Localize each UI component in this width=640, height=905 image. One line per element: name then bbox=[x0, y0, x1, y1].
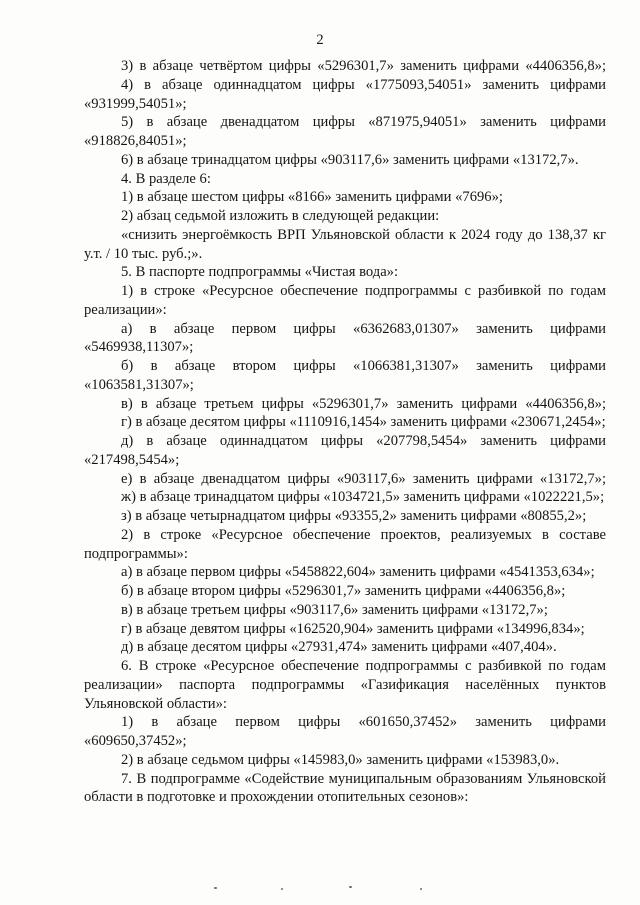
scan-speck bbox=[281, 888, 283, 890]
paragraph: а) в абзаце первом цифры «6362683,01307» заменить цифрами «5469938,11307»; bbox=[84, 320, 606, 356]
paragraph: в) в абзаце третьем цифры «903117,6» заменить цифрами «13172,7»; bbox=[121, 601, 548, 618]
quoted-paragraph: «снизить энергоёмкость ВРП Ульяновской области к 2024 году до 138,37 кг у.т. / 10 тыс. руб.;». bbox=[84, 226, 606, 262]
paragraph: 3) в абзаце четвёртом цифры «5296301,7» заменить цифрами «4406356,8»; bbox=[121, 58, 606, 74]
scan-speck bbox=[214, 887, 217, 889]
paragraph: 1) в строке «Ресурсное обеспечение подпрограммы с разбивкой по годам реализации»: bbox=[84, 283, 606, 318]
section-heading: 6. В строке «Ресурсное обеспечение подпрограммы с разбивкой по годам реализации» паспорта подпрограммы «Газификация населённых пунктов Ульяновской области»: bbox=[84, 658, 606, 712]
paragraph: 6) в абзаце тринадцатом цифры «903117,6» заменить цифрами «13172,7». bbox=[121, 151, 579, 168]
paragraph: а) в абзаце первом цифры «5458822,604» заменить цифрами «4541353,634»; bbox=[121, 564, 595, 581]
paragraph: б) в абзаце втором цифры «5296301,7» заменить цифрами «4406356,8»; bbox=[121, 583, 566, 599]
paragraph: 1) в абзаце шестом цифры «8166» заменить цифрами «7696»; bbox=[121, 189, 503, 206]
scan-speck bbox=[349, 886, 352, 888]
paragraph: д) в абзаце десятом цифры «27931,474» заменить цифрами «407,404». bbox=[121, 639, 557, 656]
paragraph: 2) в абзаце седьмом цифры «145983,0» заменить цифрами «153983,0». bbox=[121, 751, 560, 768]
paragraph: 2) абзац седьмой изложить в следующей редакции: bbox=[121, 208, 440, 224]
paragraph: д) в абзаце одиннадцатом цифры «207798,5454» заменить цифрами «217498,5454»; bbox=[84, 433, 606, 468]
paragraph: г) в абзаце девятом цифры «162520,904» заменить цифрами «134996,834»; bbox=[121, 620, 585, 637]
paragraph: з) в абзаце четырнадцатом цифры «93355,2» заменить цифрами «80855,2»; bbox=[121, 508, 587, 524]
paragraph: 4) в абзаце одиннадцатом цифры «1775093,54051» заменить цифрами «931999,54051»; bbox=[84, 76, 606, 112]
paragraph: в) в абзаце третьем цифры «5296301,7» заменить цифрами «4406356,8»; bbox=[121, 395, 606, 412]
paragraph: 1) в абзаце первом цифры «601650,37452» заменить цифрами «609650,37452»; bbox=[84, 714, 606, 749]
section-heading: 7. В подпрограмме «Содействие муниципальным образованиям Ульяновской области в подготовке и прохождении отопительных сезонов»: bbox=[84, 770, 606, 806]
paragraph: б) в абзаце втором цифры «1066381,31307» заменить цифрами «1063581,31307»; bbox=[84, 358, 606, 393]
paragraph: 2) в строке «Ресурсное обеспечение проектов, реализуемых в составе подпрограммы»: bbox=[84, 526, 606, 562]
document-body bbox=[84, 57, 606, 807]
paragraph: 5) в абзаце двенадцатом цифры «871975,94051» заменить цифрами «918826,84051»; bbox=[84, 114, 606, 149]
paragraph: г) в абзаце десятом цифры «1110916,1454» заменить цифрами «230671,2454»; bbox=[121, 414, 606, 431]
scan-speck bbox=[420, 888, 422, 890]
section-heading: 5. В паспорте подпрограммы «Чистая вода»: bbox=[121, 264, 399, 281]
section-heading: 4. В разделе 6: bbox=[121, 170, 211, 187]
paragraph: ж) в абзаце тринадцатом цифры «1034721,5» заменить цифрами «1022221,5»; bbox=[121, 489, 605, 506]
page-number: 2 bbox=[316, 32, 324, 48]
paragraph: е) в абзаце двенадцатом цифры «903117,6» заменить цифрами «13172,7»; bbox=[121, 470, 606, 487]
